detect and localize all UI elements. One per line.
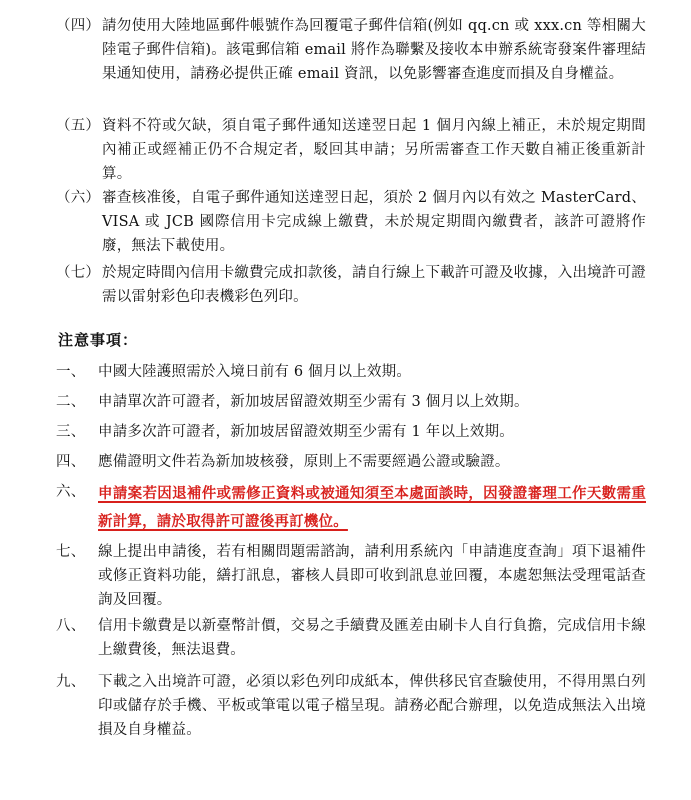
item-7 [56,261,646,309]
note-number: 三、 [56,424,86,440]
item-6 [56,186,646,258]
notes-title: 注意事項： [58,331,139,349]
note-text: 下載之入出境許可證，必須以彩色列印成紙本，俾供移民官查驗使用，不得用黑白列印或儲存於手機、平板或筆電以電子檔呈現。請務必配合辦理，以免造成無法入出境損及自身權益。 [98,674,646,738]
note-6 [56,480,646,536]
note-7 [56,540,646,612]
item-text: 請勿使用大陸地區郵件帳號作為回覆電子郵件信箱(例如 qq.cn 或 xxx.cn 等相關大陸電子郵件信箱)。該電郵信箱 email 將作為聯繫及接收本申辦系統寄發案件審理結果通知使用，請務必提供正確 email 資訊，以免影響審查進度而損及自身權益。 [102,18,646,82]
note-number: 九、 [56,674,86,690]
note-text-highlighted: 申請案若因退補件或需修正資料或被通知須至本處面談時，因發證審理工作天數需重新計算，請於取得許可證後再訂機位。 [98,485,646,530]
item-4 [56,14,646,86]
note-4 [56,450,646,474]
note-number: 一、 [56,364,86,380]
note-text: 申請多次許可證者，新加坡居留證效期至少需有 1 年以上效期。 [98,424,514,440]
item-number: （五） [56,118,101,134]
item-5 [56,114,646,186]
note-text: 信用卡繳費是以新臺幣計價，交易之手續費及匯差由刷卡人自行負擔，完成信用卡線上繳費後，無法退費。 [98,618,646,658]
item-text: 審查核准後，自電子郵件通知送達翌日起，須於 2 個月內以有效之 MasterCard、VISA 或 JCB 國際信用卡完成線上繳費，未於規定期間內繳費者，該許可證將作廢，無法下載使用。 [102,190,646,254]
note-text: 申請單次許可證者，新加坡居留證效期至少需有 3 個月以上效期。 [98,394,529,410]
note-number: 八、 [56,618,86,634]
item-number: （七） [56,265,101,281]
item-text: 於規定時間內信用卡繳費完成扣款後，請自行線上下載許可證及收據，入出境許可證需以雷射彩色印表機彩色列印。 [102,265,646,305]
note-9 [56,670,646,742]
item-number: （六） [56,190,101,206]
note-8 [56,614,646,662]
note-2 [56,390,646,414]
note-1 [56,360,646,384]
note-3 [56,420,646,444]
note-number: 二、 [56,394,86,410]
note-text: 線上提出申請後，若有相關問題需諮詢，請利用系統內「申請進度查詢」項下退補件或修正資料功能，繕打訊息，審核人員即可收到訊息並回覆，本處恕無法受理電話查詢及回覆。 [98,544,646,608]
item-number: （四） [56,18,101,34]
note-text: 中國大陸護照需於入境日前有 6 個月以上效期。 [98,364,412,380]
note-number: 四、 [56,454,86,470]
note-text: 應備證明文件若為新加坡核發，原則上不需要經過公證或驗證。 [98,454,510,470]
note-number: 六、 [56,484,86,500]
item-text: 資料不符或欠缺，須自電子郵件通知送達翌日起 1 個月內線上補正，未於規定期間內補正或經補正仍不合規定者，駁回其申請；另所需審查工作天數自補正後重新計算。 [102,118,646,182]
note-number: 七、 [56,544,86,560]
